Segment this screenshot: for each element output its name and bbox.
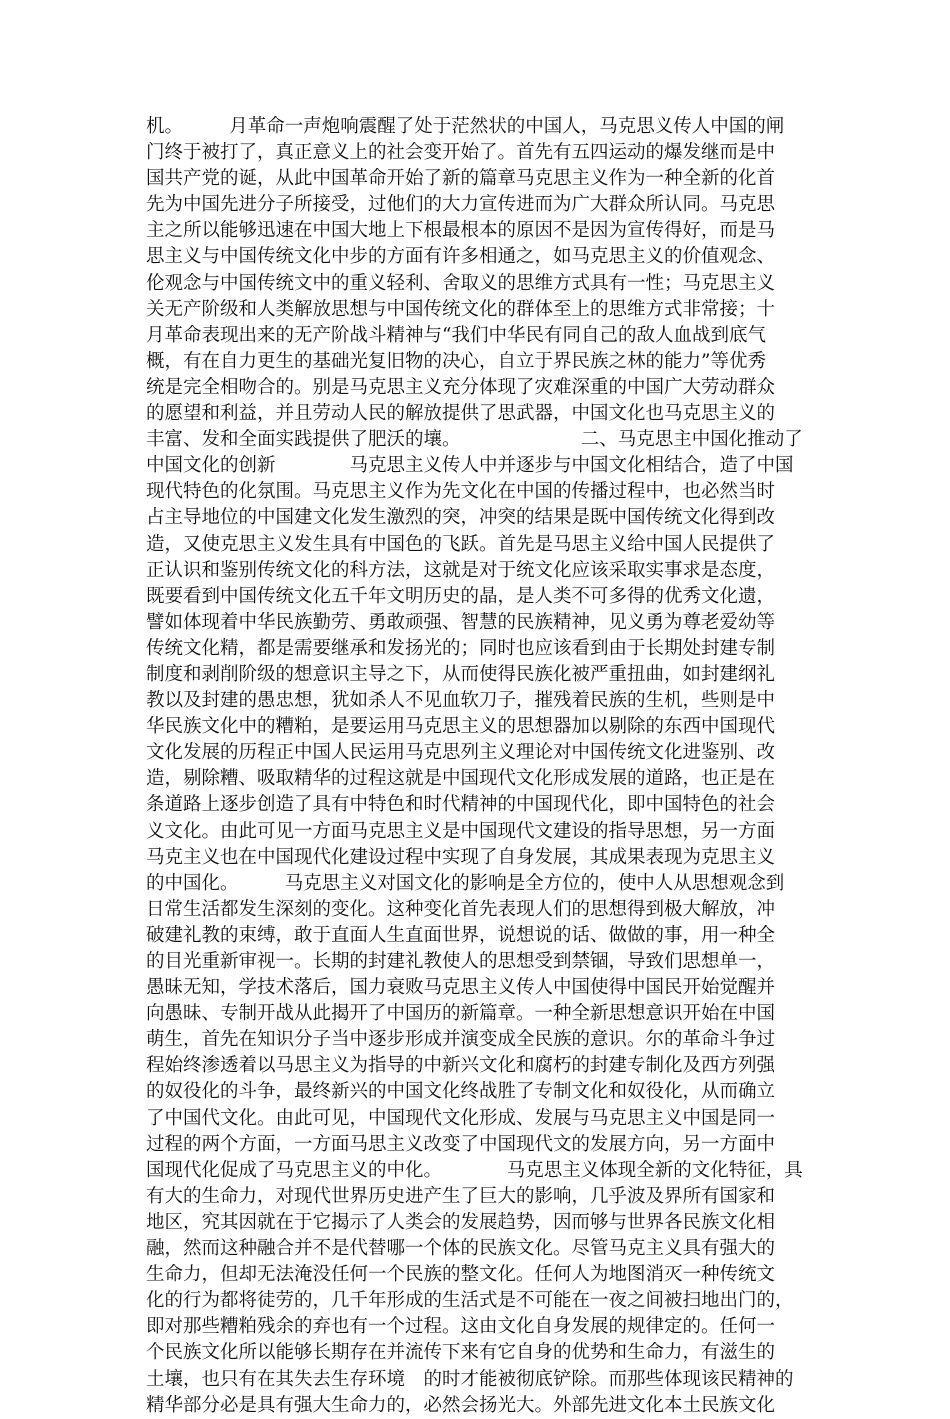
text-line: 个民族文化所以能够长期存在并流传下来有它自身的优势和生命力，有滋生的 xyxy=(146,1342,776,1364)
text-line: 地区，究其因就在于它揭示了人类会的发展趋势，因而够与世界各民族文化相 xyxy=(146,1211,776,1233)
text-line: 马克主义也在中国现代化建设过程中实现了自身发展，其成果表现为克思主义 xyxy=(146,846,776,868)
text-line: 统是完全相吻合的。别是马克思主义充分体现了灾难深重的中国广大劳动群众 xyxy=(146,376,776,398)
text-line: 萌生，首先在知识分子当中逐步形成并演变成全民族的意识。尔的革命斗争过 xyxy=(146,1029,776,1051)
text-line: 现代特色的化氛围。马克思主义作为先文化在中国的传播过程中，也必然当时 xyxy=(146,481,776,503)
text-line: 愚昧无知，学技术落后，国力衰败马克思主义传人中国使得中国民开始觉醒并 xyxy=(146,977,776,999)
text-line: 国共产党的诞，从此中国革命开始了新的篇章马克思主义作为一种全新的化首 xyxy=(146,168,776,190)
text-line: 造，又使克思主义发生具有中国色的飞跃。首先是马思主义给中国人民提供了 xyxy=(146,533,776,555)
text-line: 的奴役化的斗争，最终新兴的中国文化终战胜了专制文化和奴役化，从而确立 xyxy=(146,1081,776,1103)
text-line: 正认识和鉴别传统文化的科方法，这就是对于统文化应该采取实事求是态度， xyxy=(146,559,776,581)
text-line: 日常生活都发生深刻的变化。这种变化首先表现人们的思想得到极大解放，冲 xyxy=(146,898,776,920)
text-line: 破建礼教的束缚，敢于直面人生直面世界，说想说的话、做做的事，用一种全 xyxy=(146,924,776,946)
text-line: 的愿望和利益，并且劳动人民的解放提供了思武器，中国文化也马克思主义的 xyxy=(146,403,776,425)
text-line: 生命力，但却无法淹没任何一个民族的整文化。任何人为地图消灭一种传统文 xyxy=(146,1264,776,1286)
text-line: 化的行为都将徒劳的，几千年形成的生活式是不可能在一夜之间被扫地出门的， xyxy=(146,1290,794,1312)
text-line: 有大的生命力，对现代世界历史进产生了巨大的影响，几乎波及界所有国家和 xyxy=(146,1185,776,1207)
text-line: 譬如体现着中华民族勤劳、勇敢顽强、智慧的民族精神，见义勇为尊老爱幼等 xyxy=(146,611,776,633)
text-line: 精华部分必是具有强大生命力的，必然会扬光大。外部先进文化本土民族文化 xyxy=(146,1394,776,1416)
text-line: 丰富、发和全面实践提供了肥沃的壤。 二、马克思主中国化推动了 xyxy=(146,429,803,451)
text-line: 传统文化精，都是需要继承和发扬光的；同时也应该看到由于长期处封建专制 xyxy=(146,637,776,659)
text-line: 教以及封建的愚忠想，犹如杀人不见血软刀子，摧残着民族的生机，些则是中 xyxy=(146,690,776,712)
text-line: 制度和剥削阶级的想意识主导之下，从而使得民族化被严重扭曲，如封建纲礼 xyxy=(146,663,776,685)
text-line: 程始终渗透着以马思主义为指导的中新兴文化和腐朽的封建专制化及西方列强 xyxy=(146,1055,776,1077)
text-line: 即对那些糟粕残余的弃也有一个过程。这由文化自身发展的规律定的。任何一 xyxy=(146,1316,776,1338)
text-line: 主之所以能够迅速在中国大地上下根最根本的原因不是因为宣传得好，而是马 xyxy=(146,220,776,242)
text-line: 造，剔除糟、吸取精华的过程这就是中国现代文化形成发展的道路，也正是在 xyxy=(146,768,776,790)
text-line: 向愚昧、专制开战从此揭开了中国历的新篇章。一种全新思想意识开始在中国 xyxy=(146,1003,776,1025)
text-line: 条道路上逐步创造了具有中特色和时代精神的中国现代化，即中国特色的社会 xyxy=(146,794,776,816)
text-line: 既要看到中国传统文化五千年文明历史的晶，是人类不可多得的优秀文化遗， xyxy=(146,585,776,607)
text-line: 伦观念与中国传统文中的重义轻利、舍取义的思维方式具有一性；马克思主义 xyxy=(146,272,776,294)
text-line: 概，有在自力更生的基础光复旧物的决心，自立于界民族之林的能力”等优秀 xyxy=(146,350,766,372)
text-line: 义文化。由此可见一方面马克思主义是中国现代文建设的指导思想，另一方面 xyxy=(146,820,776,842)
text-line: 过程的两个方面，一方面马思主义改变了中国现代文的发展方向，另一方面中 xyxy=(146,1133,776,1155)
text-line: 土壤，也只有在其失去生存环境 的时才能被彻底铲除。而那些体现该民精神的 xyxy=(146,1368,794,1390)
text-line: 文化发展的历程正中国人民运用马克思列主义理论对中国传统文化进鉴别、改 xyxy=(146,742,776,764)
text-line: 门终于被打了，真正意义上的社会变开始了。首先有五四运动的爆发继而是中 xyxy=(146,142,776,164)
text-line: 国现代化促成了马克思主义的中化。 马克思主义体现全新的文化特征，具 xyxy=(146,1159,803,1181)
text-line: 月革命表现出来的无产阶战斗精神与“我们中华民有同自己的敌人血战到底气 xyxy=(146,324,766,346)
text-line: 了中国代文化。由此可见，中国现代文化形成、发展与马克思主义中国是同一 xyxy=(146,1107,776,1129)
body-text xyxy=(146,114,806,1419)
text-line: 占主导地位的中国建文化发生激烈的突，冲突的结果是既中国传统文化得到改 xyxy=(146,507,776,529)
text-line: 中国文化的创新 马克思主义传人中并逐步与中国文化相结合，造了中国 xyxy=(146,455,794,477)
text-line: 的中国化。 马克思主义对国文化的影响是全方位的，使中人从思想观念到 xyxy=(146,872,785,894)
text-line: 先为中国先进分子所接受，过他们的大力宣传进而为广大群众所认同。马克思 xyxy=(146,194,776,216)
text-line: 思主义与中国传统文化中步的方面有许多相通之，如马克思主义的价值观念、 xyxy=(146,246,776,268)
text-line: 华民族文化中的糟粕，是要运用马克思主义的思想器加以剔除的东西中国现代 xyxy=(146,716,776,738)
text-line: 的目光重新审视一。长期的封建礼教使人的思想受到禁锢，导致们思想单一， xyxy=(146,951,776,972)
text-line: 关无产阶级和人类解放思想与中国传统文化的群体至上的思维方式非常接；十 xyxy=(146,298,776,320)
text-line: 机。 月革命一声炮响震醒了处于茫然状的中国人，马克思义传人中国的闸 xyxy=(146,116,785,137)
text-line: 融，然而这种融合并不是代替哪一个体的民族文化。尽管马克主义具有强大的 xyxy=(146,1238,776,1260)
